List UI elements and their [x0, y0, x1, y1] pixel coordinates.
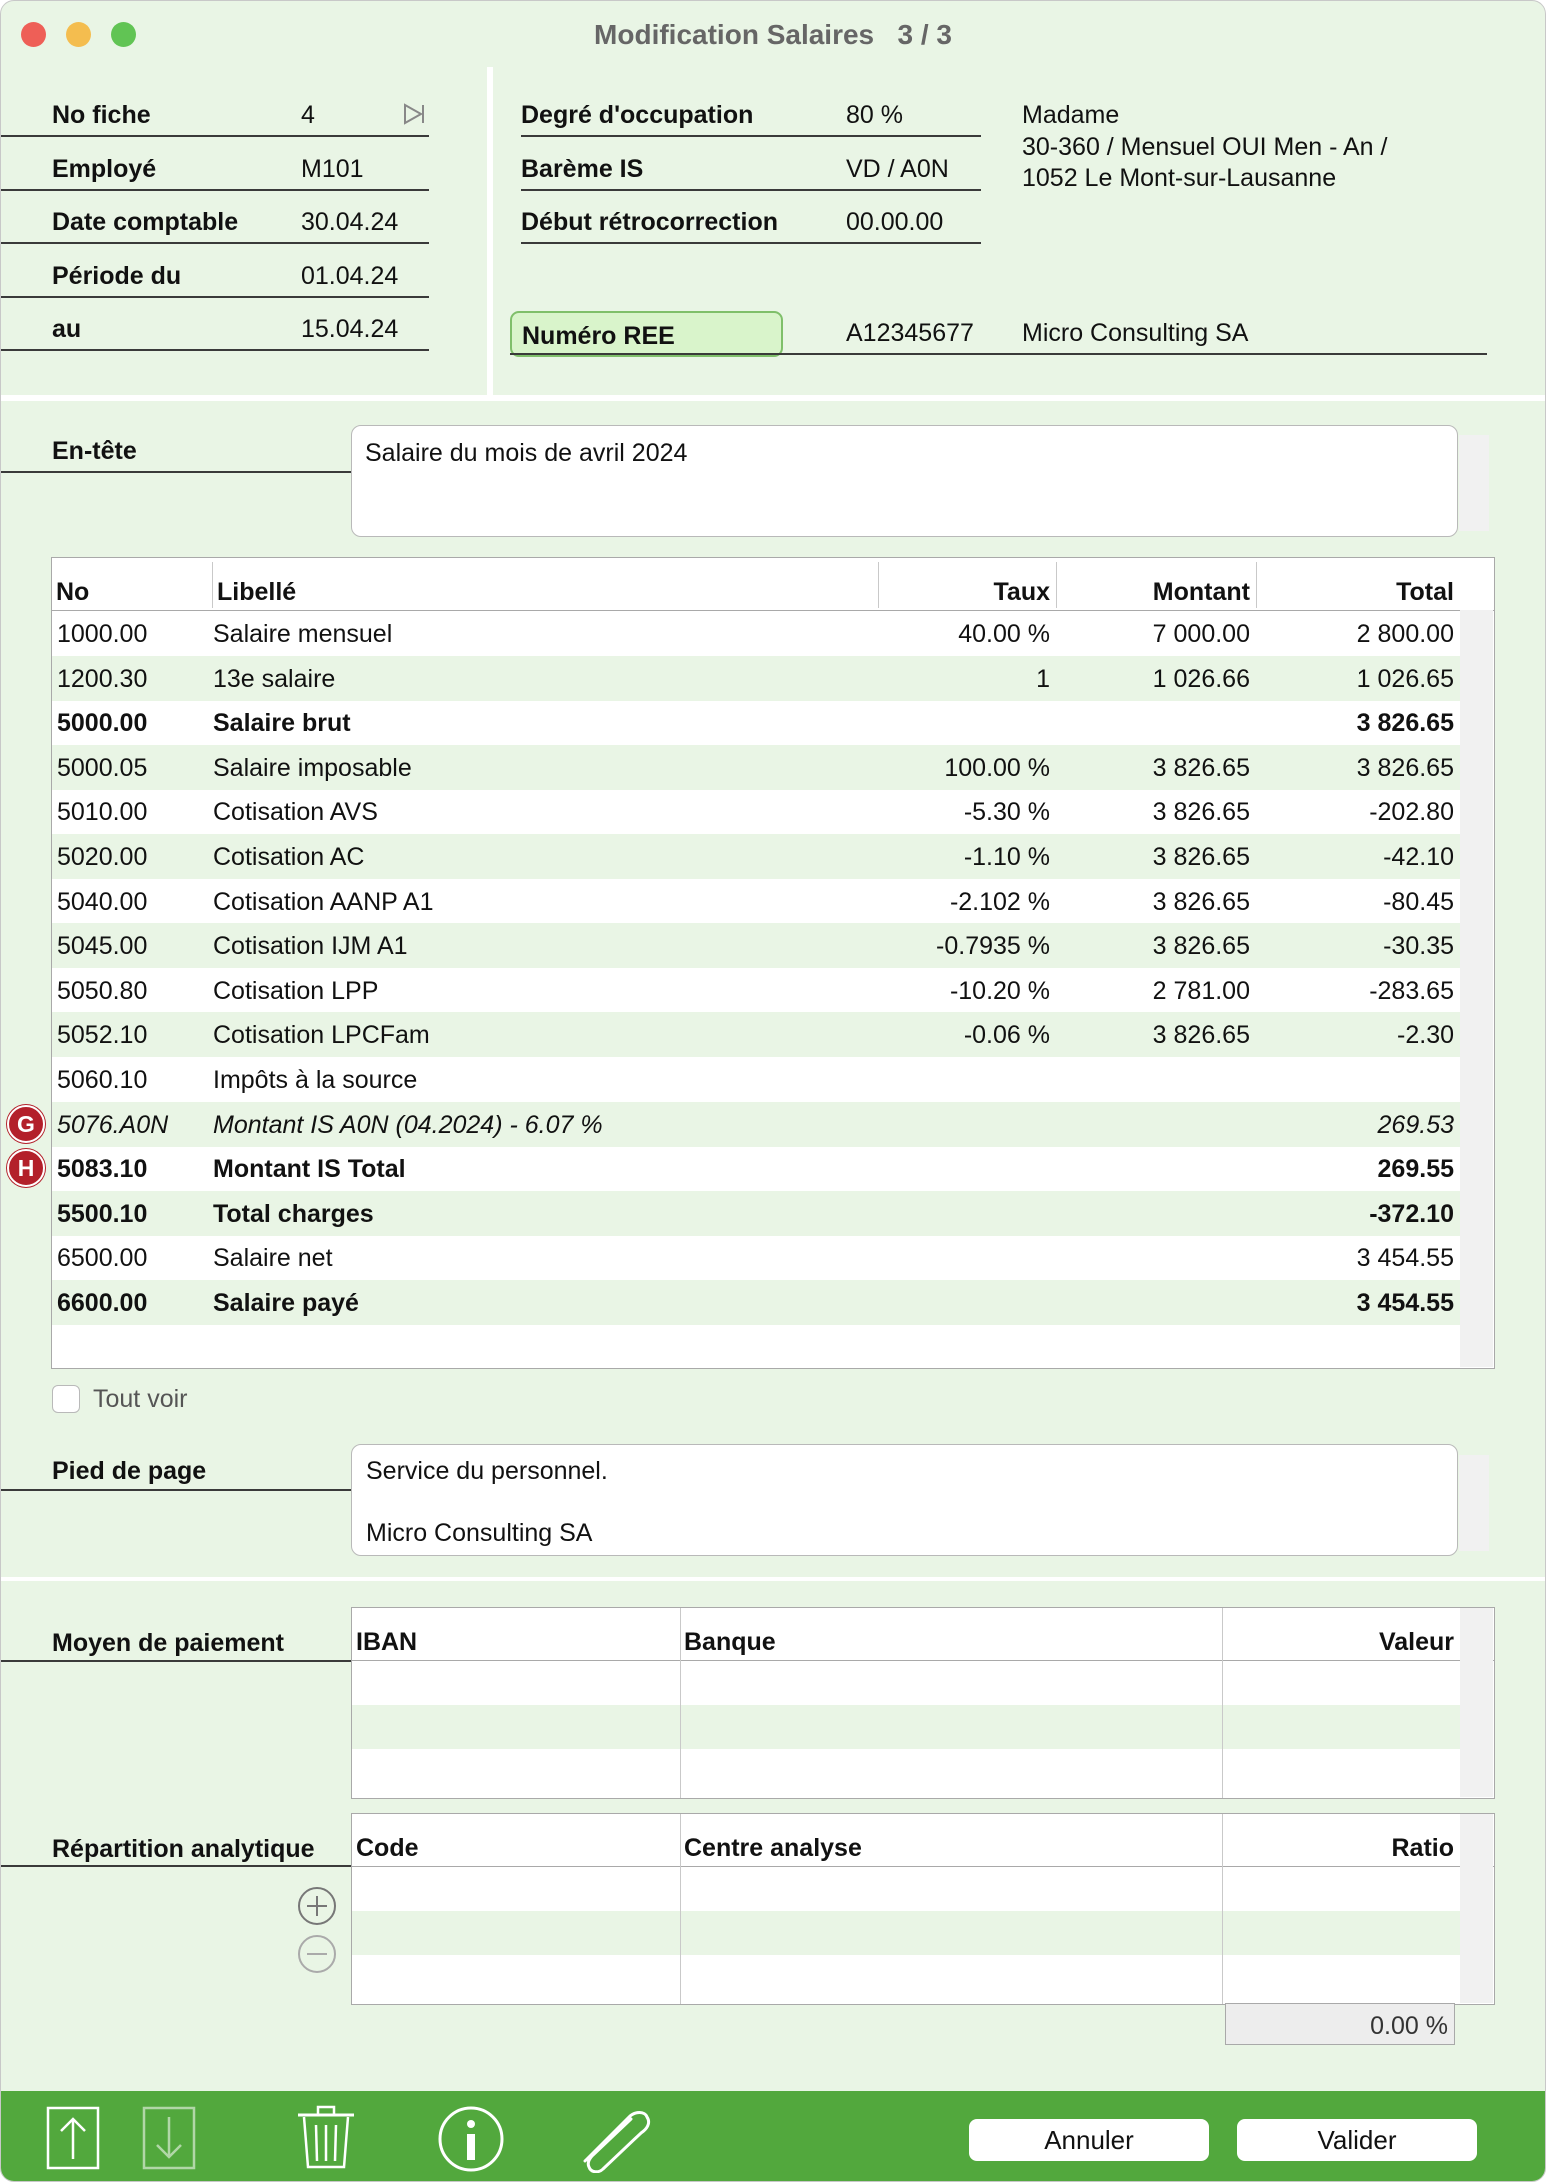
repartition-underline — [1, 1865, 351, 1867]
field-label: Barème IS — [521, 155, 644, 183]
cell-no: 5020.00 — [57, 843, 148, 871]
table-row[interactable] — [52, 834, 1460, 879]
field-underline — [521, 242, 981, 244]
payment-scrollbar[interactable] — [1460, 1608, 1493, 1797]
pied-underline — [1, 1489, 351, 1491]
ree-underline — [510, 353, 1487, 355]
table-row[interactable] — [52, 611, 1460, 656]
table-row[interactable] — [52, 745, 1460, 790]
analytics-row[interactable] — [352, 1911, 1460, 1955]
validate-button[interactable]: Valider — [1237, 2119, 1477, 2161]
field-label: Début rétrocorrection — [521, 208, 778, 236]
cell-libelle: Cotisation AC — [213, 843, 365, 871]
cell-no: 1200.30 — [57, 664, 148, 693]
section-divider — [1, 395, 1545, 401]
payment-table — [351, 1607, 1495, 1799]
cell-libelle: Montant IS A0N (04.2024) - 6.07 % — [213, 1110, 603, 1139]
cell-no: 5060.10 — [57, 1066, 148, 1094]
column-header-valeur[interactable]: Valeur — [1378, 1628, 1454, 1656]
cell-no: 5045.00 — [57, 932, 148, 961]
payment-table-header — [352, 1608, 1494, 1661]
cancel-button[interactable]: Annuler — [969, 2119, 1209, 2161]
field-label: au — [52, 315, 82, 343]
cell-total: 1 026.65 — [1356, 664, 1454, 693]
section-divider — [1, 1577, 1545, 1581]
cell-libelle: 13e salaire — [213, 664, 336, 693]
column-header-banque[interactable]: Banque — [684, 1628, 776, 1656]
cell-taux: 100.00 % — [944, 753, 1050, 782]
cell-libelle: Montant IS Total — [213, 1155, 406, 1184]
cell-no: 5052.10 — [57, 1021, 148, 1050]
cell-total: -372.10 — [1369, 1199, 1454, 1228]
field-value[interactable]: 00.00.00 — [846, 208, 944, 236]
cell-taux: -5.30 % — [963, 798, 1050, 827]
cell-libelle: Cotisation LPCFam — [213, 1021, 430, 1050]
row-marker-badge: G — [7, 1105, 45, 1143]
cell-taux: -2.102 % — [949, 887, 1050, 916]
window-title: Modification Salaires 3 / 3 — [594, 19, 952, 50]
upload-icon[interactable] — [43, 2103, 103, 2180]
cell-total: -202.80 — [1369, 798, 1454, 827]
cell-libelle: Cotisation AVS — [213, 798, 378, 827]
salary-table — [51, 557, 1495, 1369]
table-row[interactable] — [52, 1191, 1460, 1236]
payment-row[interactable] — [352, 1705, 1460, 1749]
table-row[interactable] — [52, 1102, 1460, 1147]
paiement-underline — [1, 1660, 351, 1662]
payment-row[interactable] — [352, 1749, 1460, 1797]
table-row[interactable] — [52, 1012, 1460, 1057]
table-row[interactable] — [52, 1057, 1460, 1102]
column-divider — [680, 1814, 681, 2004]
field-value[interactable]: 30.04.24 — [301, 208, 399, 236]
field-value[interactable]: 80 % — [846, 101, 903, 129]
cell-montant: 3 826.65 — [1152, 798, 1250, 827]
cell-libelle: Cotisation AANP A1 — [213, 887, 434, 916]
column-header-taux[interactable]: Taux — [878, 562, 1056, 608]
cell-taux: 1 — [1036, 664, 1050, 693]
cell-total: 3 826.65 — [1356, 753, 1454, 782]
cell-total: -2.30 — [1397, 1021, 1454, 1050]
paiement-label: Moyen de paiement — [52, 1629, 284, 1657]
analytics-scrollbar[interactable] — [1460, 1814, 1493, 2003]
cell-total: 269.55 — [1377, 1155, 1454, 1184]
employee-info-line3: 1052 Le Mont-sur-Lausanne — [1022, 164, 1337, 192]
cell-montant: 3 826.65 — [1152, 932, 1250, 961]
cell-total: -283.65 — [1369, 976, 1454, 1005]
cell-libelle: Salaire payé — [213, 1289, 359, 1317]
ratio-total: 0.00 % — [1225, 2003, 1455, 2045]
field-label: No fiche — [52, 101, 151, 129]
column-header-centre[interactable]: Centre analyse — [684, 1834, 862, 1862]
cell-libelle: Cotisation LPP — [213, 976, 379, 1005]
cell-total: 269.53 — [1377, 1110, 1454, 1139]
cell-libelle: Total charges — [213, 1199, 374, 1228]
cell-no: 5040.00 — [57, 887, 148, 916]
column-header-no[interactable]: No — [56, 578, 90, 606]
field-value[interactable]: 4 — [301, 101, 315, 129]
table-row[interactable] — [52, 968, 1460, 1013]
table-row[interactable] — [52, 1235, 1460, 1280]
cell-libelle: Salaire brut — [213, 709, 351, 738]
cell-no: 5000.00 — [57, 709, 148, 738]
field-label: Période du — [52, 262, 182, 290]
field-underline — [1, 349, 429, 351]
field-underline — [1, 242, 429, 244]
field-value[interactable]: 15.04.24 — [301, 315, 399, 343]
column-divider — [1222, 1608, 1223, 1798]
entete-textarea[interactable]: Salaire du mois de avril 2024 — [351, 425, 1458, 537]
column-header-ratio[interactable]: Ratio — [1391, 1834, 1454, 1862]
cell-libelle: Salaire net — [213, 1244, 333, 1273]
cell-montant: 3 826.65 — [1152, 843, 1250, 871]
field-underline — [521, 135, 981, 137]
table-row[interactable] — [52, 879, 1460, 924]
analytics-row[interactable] — [352, 1867, 1460, 1911]
column-header-libelle[interactable]: Libellé — [212, 562, 296, 608]
field-underline — [1, 189, 429, 191]
cell-libelle: Salaire imposable — [213, 753, 412, 782]
entete-label: En-tête — [52, 437, 137, 465]
cell-montant: 3 826.65 — [1152, 753, 1250, 782]
column-header-montant[interactable]: Montant — [1056, 562, 1256, 608]
row-marker-badge: H — [7, 1149, 45, 1187]
field-label: Degré d'occupation — [521, 101, 754, 129]
cell-montant: 3 826.65 — [1152, 887, 1250, 916]
cell-no: 6600.00 — [57, 1289, 148, 1317]
paperclip-icon[interactable] — [573, 2103, 653, 2180]
cell-montant: 2 781.00 — [1152, 976, 1250, 1005]
trash-icon[interactable] — [294, 2103, 358, 2180]
tout-voir-label[interactable]: Tout voir — [93, 1385, 188, 1413]
cell-libelle: Salaire mensuel — [213, 620, 393, 648]
cell-no: 6500.00 — [57, 1244, 148, 1273]
cell-montant: 7 000.00 — [1152, 620, 1250, 648]
cell-taux: -1.10 % — [963, 843, 1050, 871]
table-header — [52, 558, 1494, 611]
cell-total: -42.10 — [1383, 843, 1454, 871]
column-header-iban[interactable]: IBAN — [356, 1628, 418, 1656]
next-record-icon[interactable] — [402, 102, 426, 133]
column-header-code[interactable]: Code — [356, 1834, 419, 1862]
table-scrollbar[interactable] — [1460, 610, 1493, 1367]
column-divider — [1222, 1814, 1223, 2004]
ree-company: Micro Consulting SA — [1022, 319, 1249, 347]
table-row[interactable] — [52, 656, 1460, 701]
page-indicator: 3 / 3 — [897, 19, 952, 50]
remove-row-icon[interactable] — [296, 1933, 338, 1982]
ree-value: A12345677 — [846, 319, 974, 347]
cell-no: 5010.00 — [57, 798, 148, 827]
cell-no: 5000.05 — [57, 753, 148, 782]
column-divider — [680, 1608, 681, 1798]
pied-line1: Service du personnel. — [366, 1457, 608, 1485]
entete-underline — [1, 471, 351, 473]
title-bar — [1, 1, 1545, 67]
cell-libelle: Cotisation IJM A1 — [213, 932, 408, 961]
entete-scrollbar[interactable] — [1459, 435, 1489, 531]
field-value[interactable]: M101 — [301, 155, 364, 183]
field-underline — [1, 296, 429, 298]
cell-total: 3 454.55 — [1356, 1244, 1454, 1273]
table-row[interactable] — [52, 1146, 1460, 1191]
repartition-label: Répartition analytique — [52, 1835, 315, 1863]
cell-no: 5500.10 — [57, 1199, 148, 1228]
field-underline — [521, 189, 981, 191]
cell-taux: -10.20 % — [949, 976, 1050, 1005]
cell-no: 5076.A0N — [57, 1110, 169, 1139]
field-value[interactable]: 01.04.24 — [301, 262, 399, 290]
pied-label: Pied de page — [52, 1457, 207, 1485]
field-value[interactable]: VD / A0N — [846, 155, 949, 183]
table-row[interactable] — [52, 923, 1460, 968]
analytics-table — [351, 1813, 1495, 2005]
cell-taux: -0.06 % — [963, 1021, 1050, 1050]
payment-row[interactable] — [352, 1661, 1460, 1705]
field-label: Date comptable — [52, 208, 239, 236]
pied-textarea[interactable] — [351, 1444, 1458, 1556]
analytics-row[interactable] — [352, 1955, 1460, 2003]
field-label: Employé — [52, 155, 157, 183]
info-icon[interactable] — [436, 2104, 506, 2181]
pied-line2: Micro Consulting SA — [366, 1519, 593, 1547]
ree-button[interactable]: Numéro REE — [510, 311, 783, 357]
column-header-total[interactable]: Total — [1256, 562, 1460, 608]
cell-total: -80.45 — [1383, 887, 1454, 916]
analytics-table-header — [352, 1814, 1494, 1867]
table-row[interactable] — [52, 1280, 1460, 1325]
employee-info-line1: Madame — [1022, 101, 1120, 129]
field-underline — [1, 135, 429, 137]
header-divider — [487, 67, 493, 395]
cell-montant: 1 026.66 — [1152, 664, 1250, 693]
cell-total: 3 454.55 — [1356, 1289, 1454, 1317]
cell-total: -30.35 — [1383, 932, 1454, 961]
cell-total: 2 800.00 — [1356, 620, 1454, 648]
table-row[interactable] — [52, 789, 1460, 834]
cell-taux: -0.7935 % — [936, 932, 1050, 961]
table-row[interactable] — [52, 700, 1460, 745]
employee-info-line2: 30-360 / Mensuel OUI Men - An / — [1022, 133, 1388, 161]
cell-taux: 40.00 % — [958, 620, 1050, 648]
cell-no: 5083.10 — [57, 1155, 148, 1184]
pied-scrollbar[interactable] — [1459, 1455, 1489, 1551]
cell-montant: 3 826.65 — [1152, 1021, 1250, 1050]
download-icon[interactable] — [139, 2103, 199, 2180]
cell-libelle: Impôts à la source — [213, 1066, 418, 1094]
tout-voir-checkbox[interactable] — [52, 1385, 80, 1413]
add-row-icon[interactable] — [296, 1885, 338, 1934]
cell-total: 3 826.65 — [1356, 709, 1454, 738]
cell-no: 5050.80 — [57, 976, 148, 1005]
cell-no: 1000.00 — [57, 620, 148, 648]
